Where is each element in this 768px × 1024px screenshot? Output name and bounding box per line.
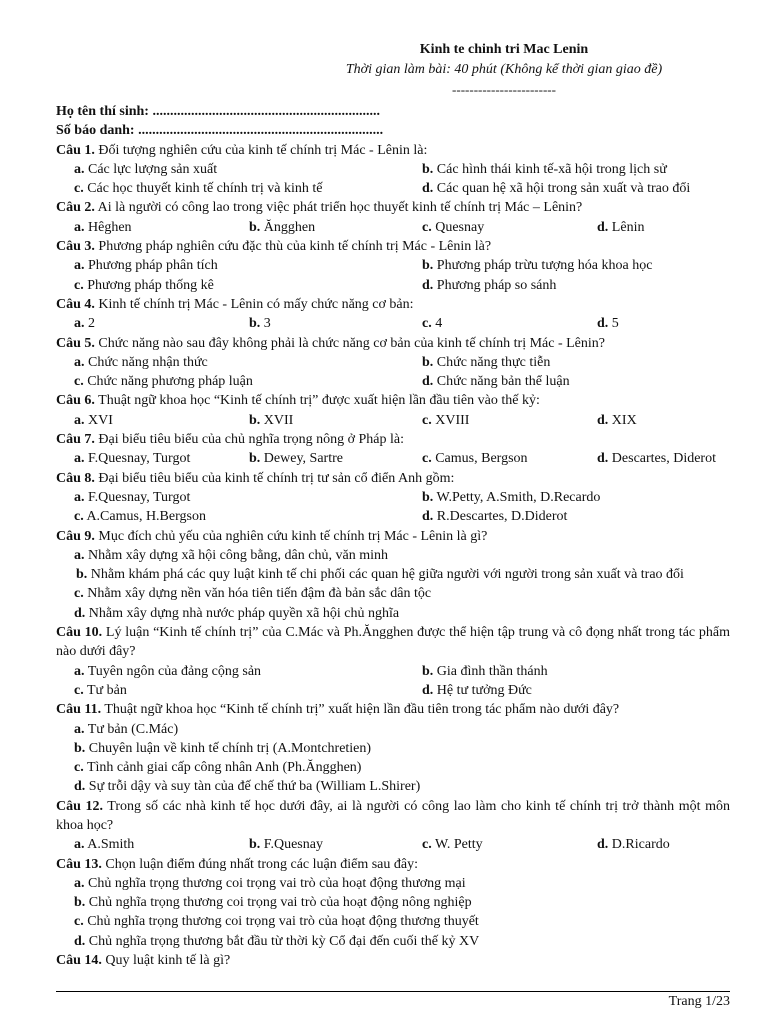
option-key: c. (74, 277, 84, 293)
option-text: Chuyên luận về kinh tế chính trị (A.Montchretien) (85, 740, 372, 756)
option-text: Tư bản (83, 682, 127, 698)
option-text: XVII (260, 412, 294, 428)
option-key: d. (597, 412, 609, 428)
option-text: Lênin (608, 219, 645, 235)
option-text: F.Quesnay, Turgot (84, 489, 191, 505)
option-a (74, 411, 113, 430)
option-key: b. (422, 489, 434, 505)
option-a (74, 835, 134, 854)
option-c (422, 314, 442, 333)
option-key: c. (74, 760, 84, 776)
question-14 (56, 951, 730, 970)
option-text: Ăngghen (260, 219, 316, 235)
exam-title: Kinh te chinh tri Mac Lenin (419, 42, 589, 57)
question-label: Câu 10. (56, 625, 103, 641)
option-text: Phương pháp phân tích (84, 258, 218, 274)
option-text: Sự trỗi dậy và suy tàn của đế chế thứ ba (William L.Shirer) (85, 779, 421, 795)
option-key: d. (422, 374, 434, 390)
option-c (422, 835, 483, 854)
question-label: Câu 1. (56, 142, 95, 158)
option-c (74, 372, 253, 391)
option-row (56, 681, 730, 700)
option-text: Quesnay (431, 219, 485, 235)
question-label: Câu 2. (56, 200, 95, 216)
option-text: Chức năng nhận thức (84, 354, 208, 370)
option-row (56, 372, 730, 391)
option-b (56, 893, 730, 912)
option-key: d. (422, 277, 434, 293)
page-number: Trang 1/23 (668, 994, 730, 1009)
option-text: Chủ nghĩa trọng thương coi trọng vai trò của hoạt động thương thuyết (83, 914, 479, 930)
option-c (422, 218, 484, 237)
question-text: Đại biểu tiêu biểu của kinh tế chính trị tư sản cổ điển Anh gồm: (94, 470, 455, 486)
option-key: c. (74, 509, 84, 525)
question-label: Câu 14. (56, 953, 102, 969)
option-key: d. (597, 451, 609, 467)
option-key: a. (74, 354, 85, 370)
option-text: XVI (84, 412, 113, 428)
option-key: b. (249, 837, 261, 853)
option-c (56, 912, 730, 931)
option-key: d. (597, 837, 609, 853)
option-text: Descartes, Diderot (608, 451, 716, 467)
option-key: d. (422, 509, 434, 525)
option-key: c. (74, 374, 84, 390)
option-text: 3 (260, 316, 271, 332)
option-row (56, 218, 730, 237)
option-key: b. (74, 895, 86, 911)
option-text: A.Camus, H.Bergson (83, 509, 206, 525)
option-key: c. (74, 914, 84, 930)
option-text: Các quan hệ xã hội trong sản xuất và trao đổi (433, 181, 691, 197)
option-b (422, 488, 600, 507)
option-text: 5 (608, 316, 619, 332)
option-text: Gia đình thần thánh (433, 663, 548, 679)
question-label: Câu 6. (56, 393, 95, 409)
question-label: Câu 3. (56, 239, 95, 255)
question-3 (56, 237, 730, 256)
question-12 (56, 797, 730, 836)
option-key: c. (422, 451, 432, 467)
option-text: W.Petty, A.Smith, D.Recardo (433, 489, 601, 505)
option-row (56, 411, 730, 430)
question-2 (56, 198, 730, 217)
option-key: c. (422, 837, 432, 853)
option-c (422, 449, 528, 468)
question-label: Câu 12. (56, 798, 103, 814)
option-text: Phương pháp thống kê (83, 277, 214, 293)
option-text: W. Petty (431, 837, 483, 853)
option-key: a. (74, 451, 85, 467)
option-b (249, 314, 271, 333)
option-text: F.Quesnay (260, 837, 323, 853)
option-d (422, 507, 567, 526)
option-key: b. (249, 412, 261, 428)
question-text: Đối tượng nghiên cứu của kinh tế chính trị Mác - Lênin là: (94, 142, 428, 158)
question-label: Câu 7. (56, 432, 95, 448)
option-b (249, 449, 343, 468)
option-c (74, 507, 206, 526)
option-row (56, 488, 730, 507)
option-key: d. (597, 316, 609, 332)
option-text: Nhằm xây dựng nhà nước pháp quyền xã hội chủ nghĩa (85, 605, 400, 621)
option-key: b. (74, 740, 86, 756)
option-a (74, 160, 217, 179)
option-text: Camus, Bergson (431, 451, 528, 467)
option-text: Chức năng thực tiễn (433, 354, 551, 370)
question-13 (56, 855, 730, 874)
question-text: Kinh tế chính trị Mác - Lênin có mấy chức năng cơ bản: (94, 296, 414, 312)
option-key: b. (422, 663, 434, 679)
option-key: c. (74, 181, 84, 197)
option-d (422, 276, 556, 295)
option-text: F.Quesnay, Turgot (84, 451, 191, 467)
option-key: c. (422, 219, 432, 235)
option-key: b. (76, 567, 88, 583)
option-d (597, 314, 619, 333)
option-key: c. (422, 412, 432, 428)
option-c (74, 179, 322, 198)
option-row (56, 179, 730, 198)
option-d (597, 411, 637, 430)
student-id-field: Số báo danh: ...................................................................... (56, 123, 384, 139)
question-10 (56, 623, 730, 662)
option-d (597, 835, 670, 854)
option-row (56, 507, 730, 526)
option-text: Nhằm xây dựng xã hội công bằng, dân chủ, văn minh (84, 547, 388, 563)
option-row (56, 353, 730, 372)
option-a (56, 720, 730, 739)
option-d (422, 681, 532, 700)
option-text: Phương pháp so sánh (433, 277, 557, 293)
option-row (56, 160, 730, 179)
question-text: Chức năng nào sau đây không phải là chức năng cơ bản của kinh tế chính trị Mác - Lênin? (94, 335, 605, 351)
question-text: Lý luận “Kinh tế chính trị” của C.Mác và Ph.Ăngghen được thể hiện tập trung và cô đọng nhất trong tác phẩm nào dưới đây? (56, 625, 730, 660)
student-name-field: Họ tên thí sinh: ................................................................. (56, 104, 380, 119)
option-key: a. (74, 219, 85, 235)
option-d (56, 604, 730, 623)
option-text: Tình cảnh giai cấp công nhân Anh (Ph.Ăngghen) (83, 760, 362, 776)
option-text: 4 (431, 316, 443, 332)
option-key: b. (422, 161, 434, 177)
question-label: Câu 8. (56, 470, 95, 486)
question-7 (56, 430, 730, 449)
option-key: d. (422, 682, 434, 698)
option-key: c. (74, 682, 84, 698)
option-c (74, 681, 127, 700)
option-key: b. (422, 258, 434, 274)
option-key: d. (597, 219, 609, 235)
option-b (422, 160, 667, 179)
option-d (56, 932, 730, 951)
option-row (56, 314, 730, 333)
option-c (56, 758, 730, 777)
option-d (597, 218, 644, 237)
option-key: b. (249, 219, 261, 235)
exam-body (56, 102, 730, 970)
option-key: a. (74, 721, 85, 737)
option-key: a. (74, 547, 85, 563)
option-a (74, 314, 95, 333)
option-text: Dewey, Sartre (260, 451, 343, 467)
option-text: Chủ nghĩa trọng thương bắt đầu từ thời kỳ Cổ đại đến cuối thế kỷ XV (85, 933, 480, 949)
option-text: R.Descartes, D.Diderot (433, 509, 568, 525)
header-divider: ------------------------ (452, 82, 556, 97)
footer-divider (56, 991, 730, 992)
option-key: c. (74, 586, 84, 602)
question-4 (56, 295, 730, 314)
option-key: a. (74, 489, 85, 505)
option-b (422, 662, 548, 681)
question-11 (56, 700, 730, 719)
option-key: c. (422, 316, 432, 332)
question-9 (56, 527, 730, 546)
option-row (56, 662, 730, 681)
option-c (74, 276, 214, 295)
question-text: Thuật ngữ khoa học “Kinh tế chính trị” được xuất hiện lần đầu tiên vào thế kỷ: (94, 393, 540, 409)
option-b (56, 565, 730, 584)
option-row (56, 256, 730, 275)
option-a (74, 256, 218, 275)
option-key: b. (249, 316, 261, 332)
question-text: Quy luật kinh tế là gì? (101, 953, 231, 969)
option-a (74, 449, 190, 468)
option-key: a. (74, 316, 85, 332)
option-text: Phương pháp trừu tượng hóa khoa học (433, 258, 653, 274)
option-row (56, 835, 730, 854)
question-text: Đại biểu tiêu biểu của chủ nghĩa trọng nông ở Pháp là: (94, 432, 405, 448)
option-d (422, 179, 690, 198)
option-d (597, 449, 716, 468)
option-text: Nhằm khám phá các quy luật kinh tế chi phối các quan hệ giữa người với người trong sản xuất và trao đổi (87, 567, 684, 583)
option-text: Hệ tư tưởng Đức (433, 682, 532, 698)
option-a (74, 353, 208, 372)
option-text: Các lực lượng sản xuất (84, 161, 218, 177)
question-label: Câu 9. (56, 528, 95, 544)
option-d (56, 777, 730, 796)
question-label: Câu 5. (56, 335, 95, 351)
option-text: A.Smith (84, 837, 135, 853)
question-label: Câu 13. (56, 856, 102, 872)
option-key: a. (74, 161, 85, 177)
question-8 (56, 469, 730, 488)
option-text: 2 (84, 316, 95, 332)
option-row (56, 449, 730, 468)
option-key: d. (74, 933, 86, 949)
question-6 (56, 391, 730, 410)
option-text: XIX (608, 412, 637, 428)
option-key: a. (74, 837, 85, 853)
question-text: Phương pháp nghiên cứu đặc thù của kinh tế chính trị Mác - Lênin là? (94, 239, 492, 255)
option-key: b. (249, 451, 261, 467)
question-1 (56, 141, 730, 160)
exam-time-note: Thời gian làm bài: 40 phút (Không kể thời gian giao đề) (345, 62, 663, 77)
option-b (422, 256, 652, 275)
option-a (74, 662, 261, 681)
option-text: Chức năng bản thể luận (433, 374, 570, 390)
question-5 (56, 334, 730, 353)
question-text: Thuật ngữ khoa học “Kinh tế chính trị” xuất hiện lần đầu tiên trong tác phẩm nào dưới đây? (101, 702, 620, 718)
option-key: d. (74, 779, 86, 795)
option-a (56, 874, 730, 893)
question-text: Trong số các nhà kinh tế học dưới đây, ai là người có công lao làm cho kinh tế chính trị trở thành một môn khoa học? (56, 798, 730, 833)
option-text: Chủ nghĩa trọng thương coi trọng vai trò của hoạt động nông nghiệp (85, 895, 472, 911)
option-text: Các hình thái kinh tế-xã hội trong lịch sử (433, 161, 667, 177)
option-d (422, 372, 570, 391)
option-a (74, 218, 132, 237)
option-key: d. (74, 605, 86, 621)
question-text: Ai là người có công lao trong việc phát triển học thuyết kinh tế chính trị Mác – Lênin? (94, 200, 583, 216)
option-c (422, 411, 469, 430)
option-text: Nhằm xây dựng nền văn hóa tiên tiến đậm đà bản sắc dân tộc (83, 586, 432, 602)
option-text: Tuyên ngôn của đảng cộng sản (84, 663, 262, 679)
question-label: Câu 4. (56, 296, 95, 312)
option-a (74, 488, 190, 507)
option-b (422, 353, 550, 372)
option-key: a. (74, 663, 85, 679)
option-key: b. (422, 354, 434, 370)
option-b (249, 218, 315, 237)
option-text: Chủ nghĩa trọng thương coi trọng vai trò của hoạt động thương mại (84, 875, 466, 891)
option-text: D.Ricardo (608, 837, 670, 853)
question-text: Chọn luận điểm đúng nhất trong các luận điểm sau đây: (101, 856, 418, 872)
option-text: XVIII (431, 412, 470, 428)
option-b (249, 411, 293, 430)
option-key: d. (422, 181, 434, 197)
option-b (56, 739, 730, 758)
option-text: Hêghen (84, 219, 132, 235)
option-a (56, 546, 730, 565)
option-text: Các học thuyết kinh tế chính trị và kinh tế (83, 181, 323, 197)
option-key: a. (74, 258, 85, 274)
option-c (56, 584, 730, 603)
option-text: Chức năng phương pháp luận (83, 374, 253, 390)
option-key: a. (74, 412, 85, 428)
option-b (249, 835, 323, 854)
option-key: a. (74, 875, 85, 891)
question-text: Mục đích chủ yếu của nghiên cứu kinh tế chính trị Mác - Lênin là gì? (94, 528, 488, 544)
question-label: Câu 11. (56, 702, 102, 718)
option-text: Tư bản (C.Mác) (84, 721, 179, 737)
option-row (56, 276, 730, 295)
